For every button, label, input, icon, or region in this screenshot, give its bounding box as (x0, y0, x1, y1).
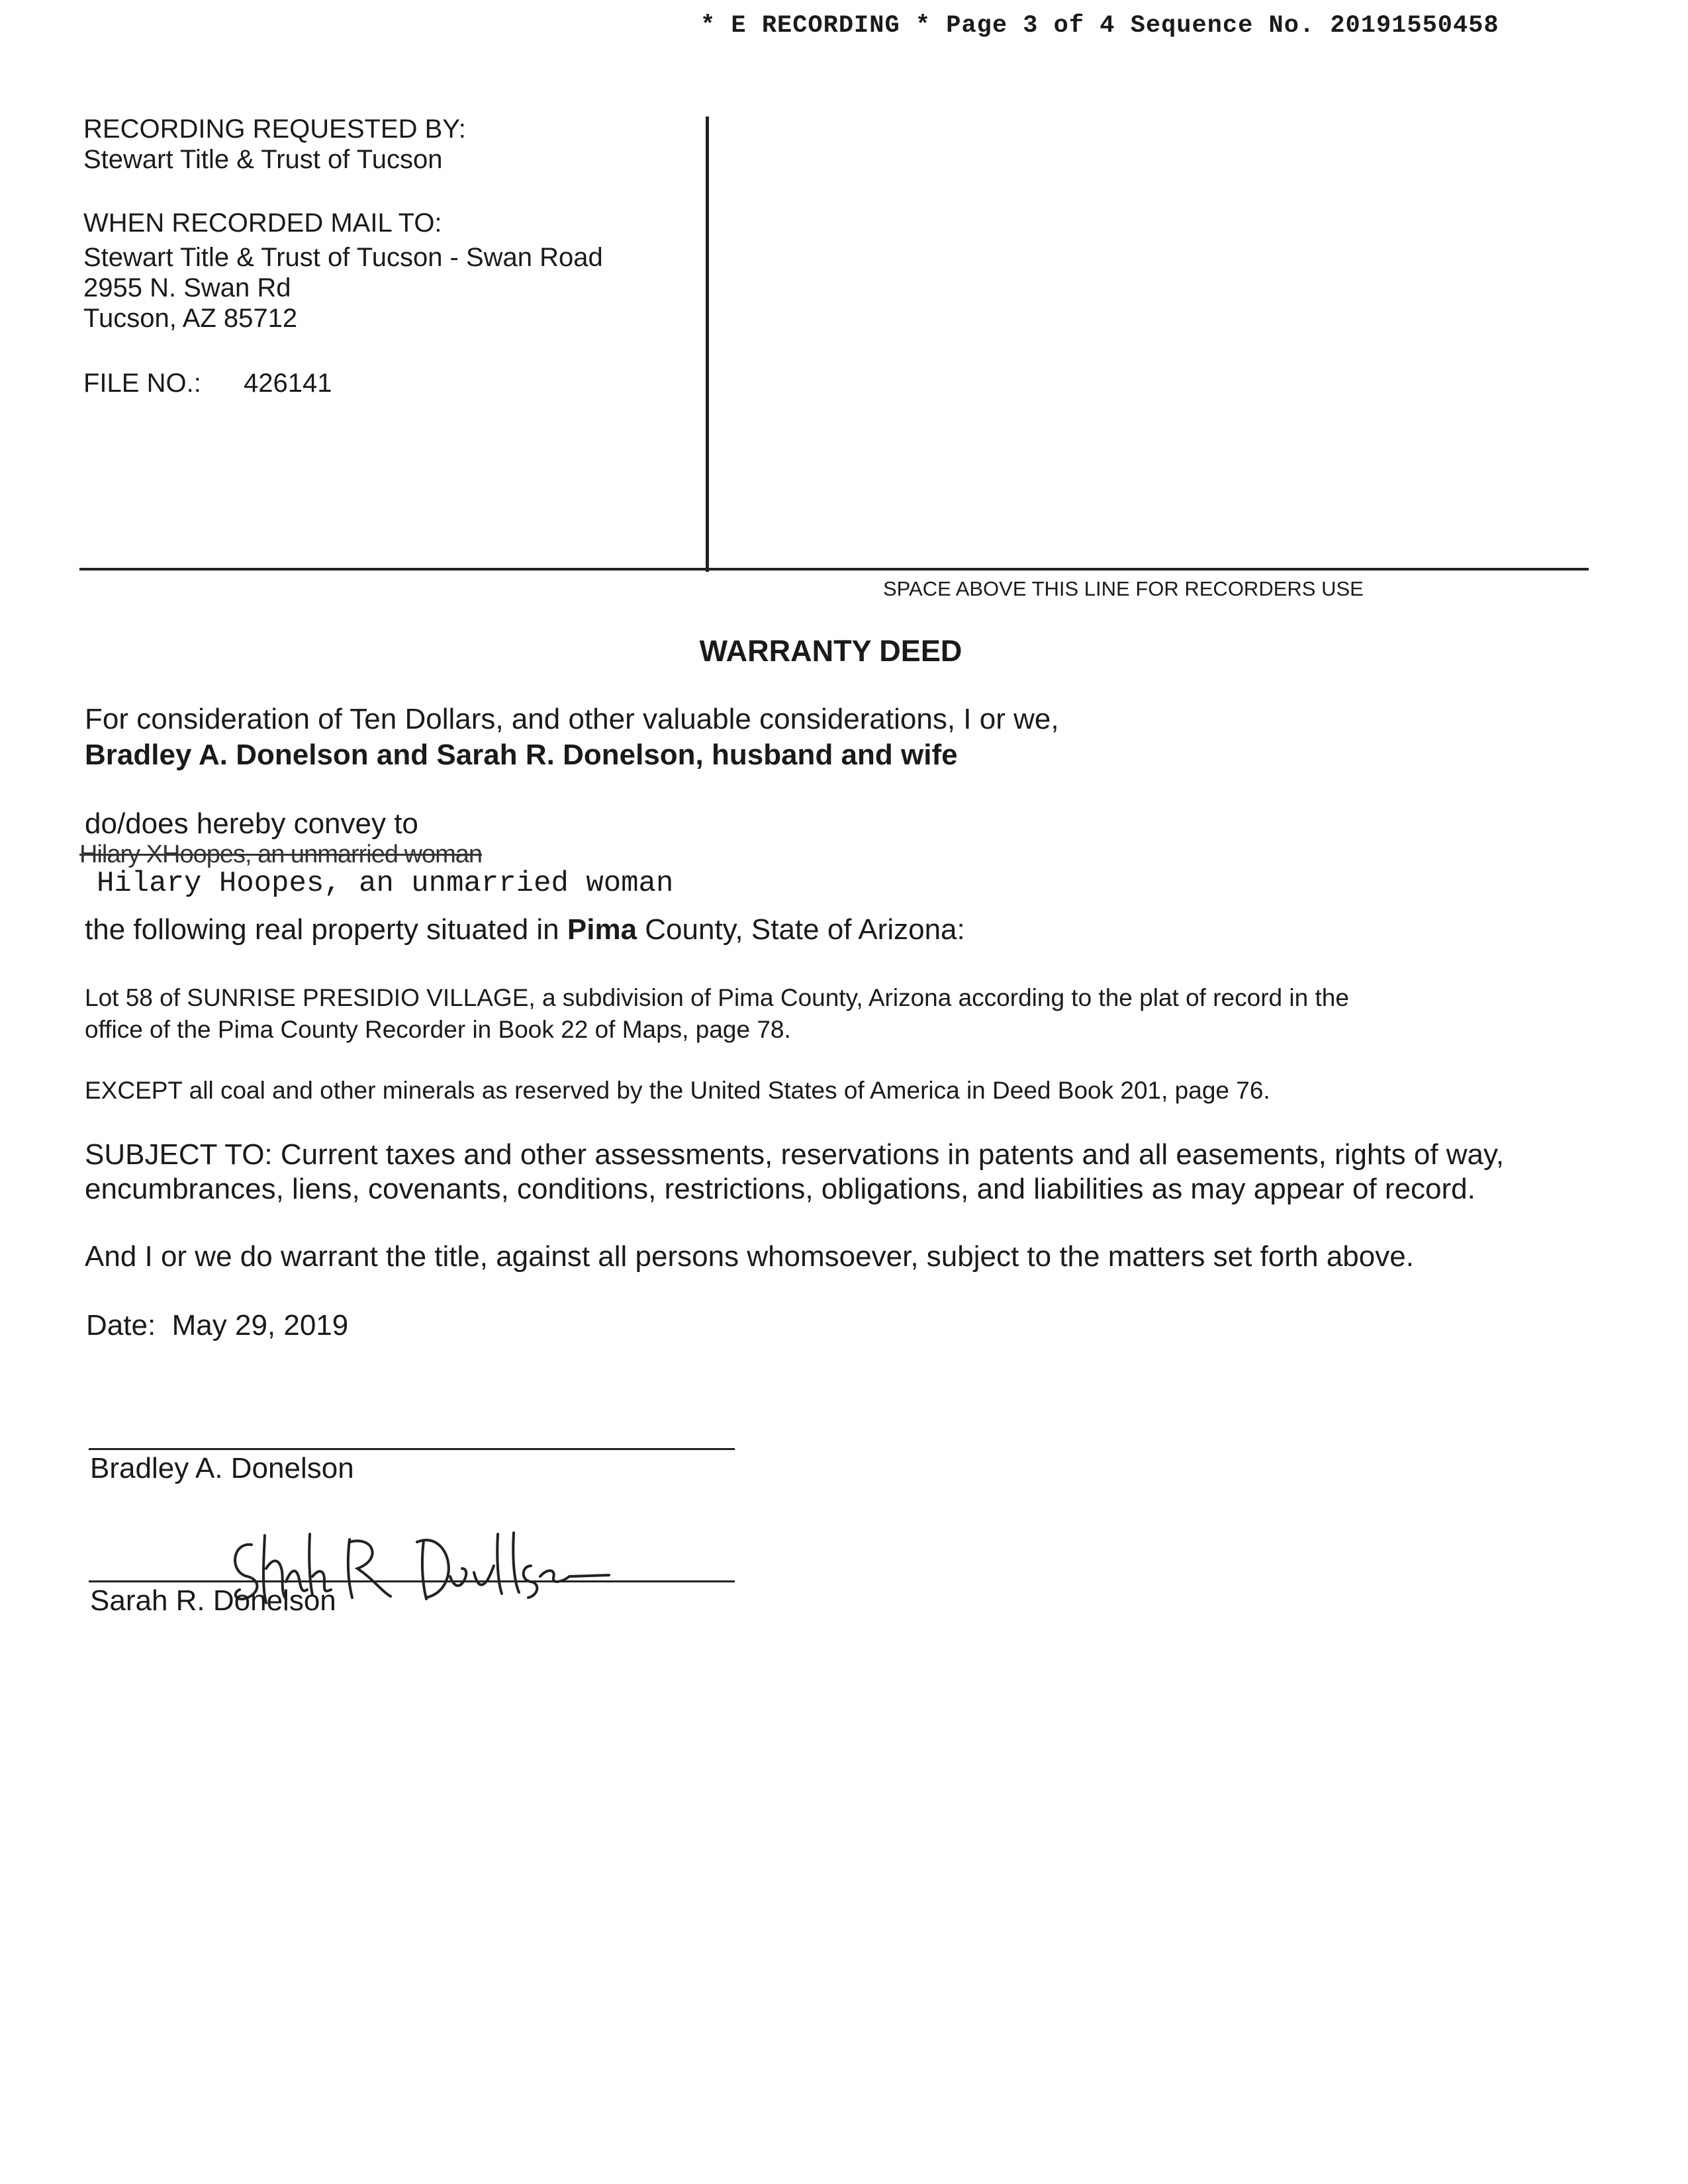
requested-by-name: Stewart Title & Trust of Tucson (83, 145, 443, 174)
mail-to-name: Stewart Title & Trust of Tucson - Swan Road (83, 243, 603, 272)
file-no: 426141 (244, 369, 332, 398)
subject-to-line-2: encumbrances, liens, covenants, conditions, restrictions, obligations, and liabilities as may appear of record. (85, 1173, 1476, 1205)
situated-post: County, State of Arizona: (645, 913, 965, 946)
deed-title: WARRANTY DEED (699, 634, 962, 668)
date-label: Date: (86, 1309, 156, 1342)
legal-description-line-2: office of the Pima County Recorder in Book 22 of Maps, page 78. (85, 1016, 791, 1043)
requested-by-label: RECORDING REQUESTED BY: (83, 114, 466, 144)
legal-description-line-1: Lot 58 of SUNRISE PRESIDIO VILLAGE, a subdivision of Pima County, Arizona according to the plat of record in the (85, 984, 1349, 1011)
mail-to-label: WHEN RECORDED MAIL TO: (83, 208, 442, 238)
grantors: Bradley A. Donelson and Sarah R. Donelson, husband and wife (85, 739, 958, 771)
subject-to-line-1: SUBJECT TO: Current taxes and other assessments, reservations in patents and all easements, rights of way, (85, 1138, 1504, 1171)
situated-text (85, 913, 965, 946)
warranty-clause: And I or we do warrant the title, against all persons whomsoever, subject to the matters set forth above. (85, 1240, 1414, 1273)
signature-line-2 (89, 1580, 735, 1582)
grantee: Hilary Hoopes, an unmarried woman (97, 867, 674, 900)
signer-1-name: Bradley A. Donelson (90, 1452, 354, 1484)
deed-date-row (86, 1309, 348, 1342)
situated-pre: the following real property situated in (85, 913, 559, 946)
consideration-text: For consideration of Ten Dollars, and other valuable considerations, I or we, (85, 703, 1059, 735)
deed-date: May 29, 2019 (171, 1309, 349, 1342)
recorders-use-line (79, 568, 1589, 570)
county-name: Pima (567, 913, 637, 946)
mineral-exception: EXCEPT all coal and other minerals as reserved by the United States of America in Deed Book 201, page 76. (85, 1077, 1270, 1104)
mail-to-city: Tucson, AZ 85712 (83, 304, 298, 333)
recording-box-divider (706, 116, 709, 572)
convey-text: do/does hereby convey to (85, 807, 418, 840)
recording-banner: * E RECORDING * Page 3 of 4 Sequence No. 20191550458 (700, 12, 1499, 40)
signer-2-name: Sarah R. Donelson (90, 1584, 336, 1617)
recorders-use-note: SPACE ABOVE THIS LINE FOR RECORDERS USE (883, 577, 1364, 600)
signature-line-1 (89, 1448, 735, 1450)
file-no-label: FILE NO.: (83, 369, 201, 398)
mail-to-street: 2955 N. Swan Rd (83, 273, 291, 302)
struck-grantee: Hilary XHoopes, an unmarried woman (79, 841, 483, 868)
